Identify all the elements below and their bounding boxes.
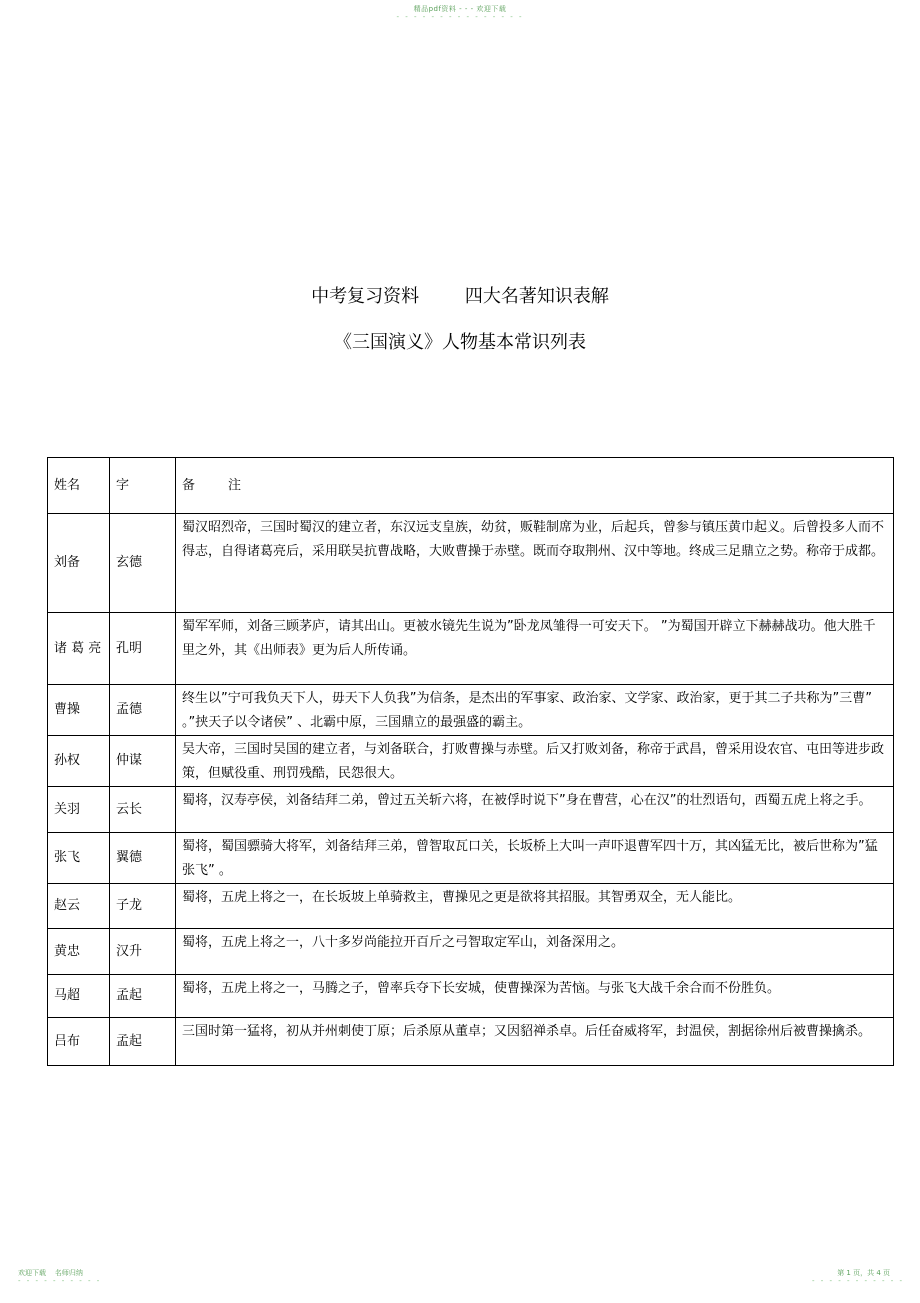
cell-note: 终生以”宁可我负天下人，毋天下人负我”为信条，是杰出的军事家、政治家、文学家、政治家，更于其二子共称为”三曹” 。”挟天子以令诸侯” 、北霸中原，三国鼎立的最强盛的霸主。 [176,685,894,736]
cell-note: 蜀军军师，刘备三顾茅庐，请其出山。更被水镜先生说为”卧龙凤雏得一可安天下。 ”为蜀国开辟立下赫赫战功。他大胜千里之外，其《出师表》更为后人所传诵。 [176,613,894,685]
cell-name: 赵云 [48,884,110,929]
character-table [47,457,894,1066]
table-row [48,1018,894,1066]
cell-name: 诸 葛 亮 [48,613,110,685]
cell-name: 关羽 [48,787,110,833]
cell-zi: 孟起 [110,1018,176,1066]
cell-note: 蜀将，五虎上将之一，八十多岁尚能拉开百斤之弓智取定军山，刘备深用之。 [176,929,894,975]
footer-left: 欢迎下载 名师归纳 [18,1269,83,1277]
cell-zi: 孟起 [110,975,176,1018]
cell-name: 曹操 [48,685,110,736]
cell-name: 张飞 [48,833,110,884]
footer-right-dots: - - - - - - - - - - - [811,1277,904,1285]
cell-note: 蜀将，蜀国骠骑大将军，刘备结拜三弟，曾智取瓦口关，长坂桥上大叫一声吓退曹军四十万，其凶猛无比，被后世称为”猛张飞” 。 [176,833,894,884]
table-row [48,514,894,613]
cell-note: 吴大帝，三国时吴国的建立者，与刘备联合，打败曹操与赤壁。后又打败刘备，称帝于武昌，曾采用设农官、屯田等进步政策，但赋役重、刑罚残酷，民怨很大。 [176,736,894,787]
cell-zi: 子龙 [110,884,176,929]
table-row [48,787,894,833]
cell-name: 孙权 [48,736,110,787]
cell-zi: 玄德 [110,514,176,613]
page-number: 第 1 页，共 4 页 [837,1269,890,1277]
cell-note: 蜀汉昭烈帝，三国时蜀汉的建立者，东汉远支皇族，幼贫，贩鞋制席为业，后起兵，曾参与镇压黄巾起义。后曾投多人而不得志，自得诸葛亮后，采用联吴抗曹战略，大败曹操于赤壁。既而夺取荆州、汉中等地。终成三足鼎立之势。称帝于成都。 [176,514,894,613]
cell-zi: 翼德 [110,833,176,884]
cell-zi: 孟德 [110,685,176,736]
cell-name: 刘备 [48,514,110,613]
footer-left-dots: - - - - - - - - - - [18,1277,102,1285]
table-row [48,929,894,975]
header-note-label: 备 注 [182,477,242,493]
table-row [48,833,894,884]
cell-zi: 汉升 [110,929,176,975]
cell-zi: 云长 [110,787,176,833]
cell-name: 黄忠 [48,929,110,975]
cell-name: 吕布 [48,1018,110,1066]
header-dots: - - - - - - - - - - - - - - - [396,13,524,21]
cell-note: 蜀将，五虎上将之一，在长坂坡上单骑救主，曹操见之更是欲将其招服。其智勇双全，无人能比。 [176,884,894,929]
cell-note: 蜀将，五虎上将之一，马腾之子，曾率兵夺下长安城，使曹操深为苦恼。与张飞大战千余合而不份胜负。 [176,975,894,1018]
cell-name: 马超 [48,975,110,1018]
cell-zi: 仲谋 [110,736,176,787]
table-row [48,975,894,1018]
table-row [48,685,894,736]
header-watermark: 精品pdf资料 - - - 欢迎下载 [413,5,507,13]
header-name: 姓名 [48,458,110,514]
table-header-row [48,458,894,514]
page-subtitle: 《三国演义》人物基本常识列表 [334,332,586,353]
cell-zi: 孔明 [110,613,176,685]
table-row [48,736,894,787]
cell-note: 蜀将，汉寿亭侯，刘备结拜二弟，曾过五关斩六将，在被俘时说下”身在曹营，心在汉”的壮烈语句，西蜀五虎上将之手。 [176,787,894,833]
table-row [48,884,894,929]
header-zi: 字 [110,458,176,514]
page-title: 中考复习资料 四大名著知识表解 [311,286,609,307]
cell-note: 三国时第一猛将，初从并州刺使丁原；后杀原从董卓；又因貂禅杀卓。后任奋威将军，封温侯，割据徐州后被曹操擒杀。 [176,1018,894,1066]
table-row [48,613,894,685]
header-note [176,458,894,514]
